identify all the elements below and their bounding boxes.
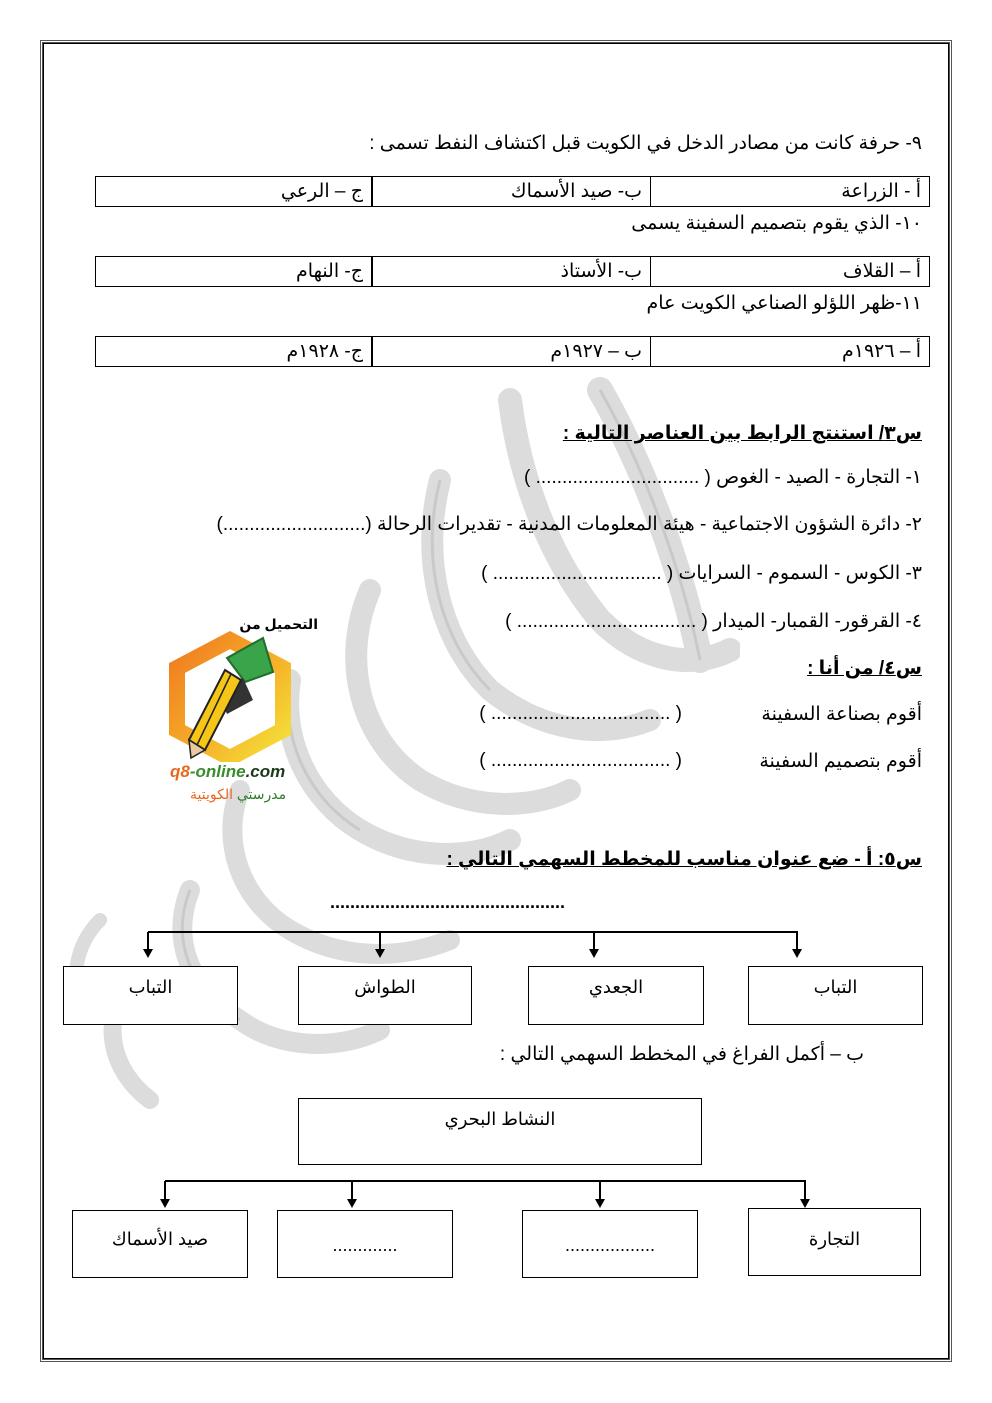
question-4-answer-1[interactable]: ( .................................. ) xyxy=(479,703,682,724)
question-4-prompt-1: أقوم بصناعة السفينة xyxy=(761,704,922,725)
question-10-text: ١٠- الذي يقوم بتصميم السفينة يسمى xyxy=(631,213,922,234)
diagram-a-box-3: الطواش xyxy=(298,966,472,1025)
diagram-b-box-2-blank[interactable]: .................. xyxy=(522,1210,698,1278)
option-c[interactable]: ج – الرعي xyxy=(96,177,372,206)
option-a[interactable]: أ – القلاف xyxy=(842,261,921,282)
diagram-a-connector xyxy=(148,931,798,933)
option-b[interactable]: ب- صيد الأسماك xyxy=(372,177,651,206)
logo-top-text: التحميل من xyxy=(239,616,318,632)
q8-online-logo xyxy=(160,612,330,812)
diagram-a-box-4: التباب xyxy=(63,966,238,1025)
arrow-down-icon xyxy=(379,932,381,950)
question-4-answer-2[interactable]: ( .................................. ) xyxy=(479,750,682,771)
arrow-down-icon xyxy=(593,932,595,950)
option-a[interactable]: أ - الزراعة xyxy=(841,181,921,202)
diagram-b-connector xyxy=(165,1180,806,1182)
question-11-options xyxy=(95,336,930,367)
diagram-b-box-3-blank[interactable]: ............. xyxy=(277,1210,453,1278)
pencil-graduation-icon xyxy=(165,630,295,762)
arrow-down-icon xyxy=(147,932,149,950)
option-b[interactable]: ب – ١٩٢٧م xyxy=(372,337,651,366)
diagram-a-box-2: الجعدي xyxy=(528,966,704,1025)
option-c[interactable]: ج- ١٩٢٨م xyxy=(96,337,372,366)
diagram-b-root-box: النشاط البحري xyxy=(298,1098,702,1165)
logo-subtitle: مدرستي الكويتية xyxy=(190,786,287,802)
question-3-item-3: ٣- الكوس - السموم - السرايات ( ................................ ) xyxy=(481,563,922,584)
question-9-options xyxy=(95,176,930,207)
arrow-down-icon xyxy=(804,1181,806,1200)
diagram-a-box-1: التباب xyxy=(748,966,923,1025)
arrow-down-icon xyxy=(164,1181,166,1200)
arrow-down-icon xyxy=(351,1181,353,1200)
question-3-title: س٣/ استنتج الرابط بين العناصر التالية : xyxy=(562,423,922,444)
arrow-down-icon xyxy=(796,932,798,950)
question-4-title: س٤/ من أنا : xyxy=(807,658,922,679)
option-c[interactable]: ج- النهام xyxy=(96,257,372,286)
question-5a-title: س٥: أ - ضع عنوان مناسب للمخطط السهمي التالي : xyxy=(446,849,922,870)
question-3-item-4: ٤- القرقور- القمبار- الميدار ( .................................. ) xyxy=(505,611,922,632)
question-3-item-2: ٢- دائرة الشؤون الاجتماعية - هيئة المعلومات المدنية - تقديرات الرحالة (...........................) xyxy=(216,514,922,535)
logo-domain: q8-online.com xyxy=(170,762,286,781)
question-5b-title: ب – أكمل الفراغ في المخطط السهمي التالي : xyxy=(499,1044,864,1065)
option-a[interactable]: أ – ١٩٢٦م xyxy=(842,341,921,362)
question-5a-title-blank[interactable]: ............................................... xyxy=(330,892,566,912)
question-11-text: ١١-ظهر اللؤلو الصناعي الكويت عام xyxy=(646,293,922,314)
diagram-b-box-4: صيد الأسماك xyxy=(72,1210,248,1278)
question-4-prompt-2: أقوم بتصميم السفينة xyxy=(759,751,922,772)
question-10-options xyxy=(95,256,930,287)
option-b[interactable]: ب- الأستاذ xyxy=(372,257,651,286)
arrow-down-icon xyxy=(599,1181,601,1200)
question-9-text: ٩- حرفة كانت من مصادر الدخل في الكويت قبل اكتشاف النفط تسمى : xyxy=(369,133,922,154)
question-3-item-1: ١- التجارة - الصيد - الغوص ( ............................... ) xyxy=(524,467,922,488)
diagram-b-box-1: التجارة xyxy=(748,1208,921,1276)
